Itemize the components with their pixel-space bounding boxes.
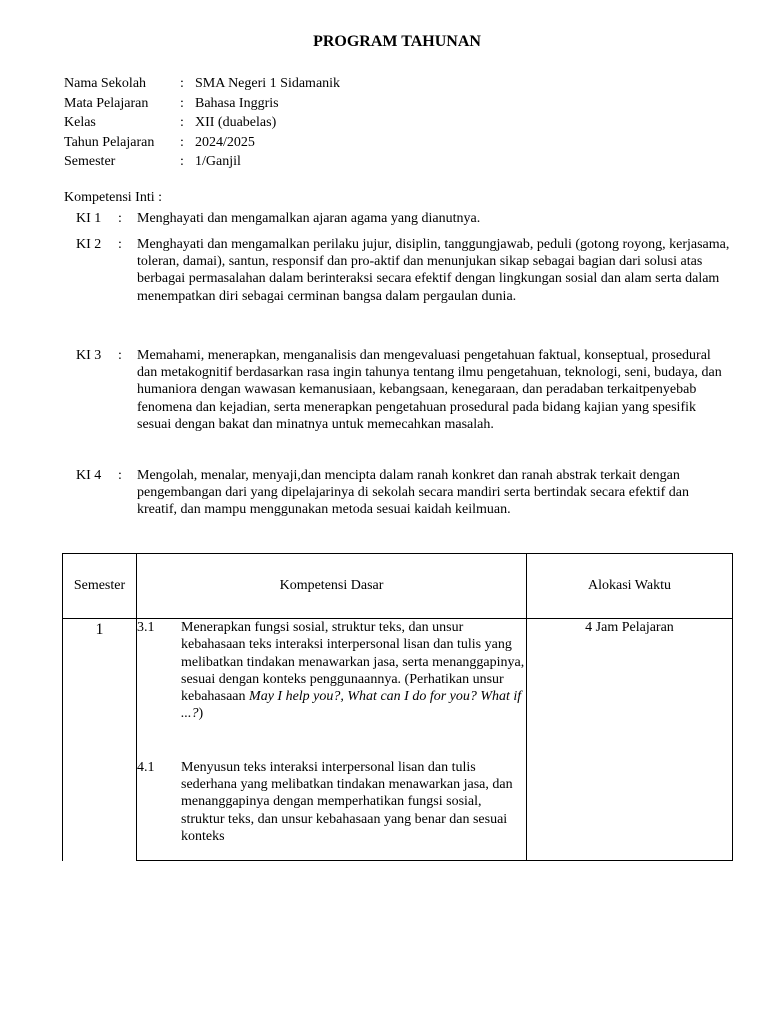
info-row-year [64,133,340,153]
info-label: Kelas [64,115,96,130]
kd-table [62,553,733,861]
info-label: Tahun Pelajaran [64,134,155,150]
ki-code: KI 2 [76,237,102,252]
kd-text-tail: ) [198,706,204,722]
ki-colon: : [118,237,122,252]
ki-colon: : [118,468,122,483]
info-colon: : [180,115,184,130]
info-value: 1/Ganjil [195,154,241,169]
info-value: 2024/2025 [195,134,255,150]
header-kompetensi-dasar: Kompetensi Dasar [137,554,527,619]
ki-code: KI 1 [76,211,102,226]
ki-text: Menghayati dan mengamalkan perilaku jujur, disiplin, tanggungjawab, peduli (gotong royong, kerjasama, toleran, damai), santun, responsif dan pro-aktif dan menunjukan sikap sebagai bagian dari solusi atas berbagai permasalahan dalam berinteraksi secara efektif dengan lingkungan sosial dan alam serta dalam menempatkan diri sebagai cerminan bangsa dalam pergaulan dunia. [137,237,730,304]
ki-text: Mengolah, menalar, menyaji,dan mencipta dalam ranah konkret dan ranah abstrak terkait dengan pengembangan dari yang dipelajarinya di sekolah secara mandiri serta bertindak secara efektif dan kreatif, dan mampu menggunakan metoda sesuai kaidah keilmuan. [137,468,689,518]
info-label: Nama Sekolah [64,76,147,91]
alokasi-cell: 4 Jam Pelajaran [527,619,733,861]
info-value: XII (duabelas) [195,115,277,130]
info-row-semester [64,152,340,172]
kd-number: 3.1 [137,620,155,635]
ki-heading: Kompetensi Inti : [64,190,162,205]
kd-text: Menyusun teks interaksi interpersonal lisan dan tulis sederhana yang melibatkan tindakan menawarkan jasa, dan menanggapinya dengan memperhatikan fungsi sosial, struktur teks, dan unsur kebahasaan yang benar dan sesuai konteks [181,759,513,844]
info-label: Semester [64,154,116,169]
school-info [64,74,340,172]
ki-colon: : [118,211,122,226]
kd-cell [137,619,527,861]
info-row-class [64,113,340,133]
ki-code: KI 4 [76,468,102,483]
info-colon: : [180,154,184,169]
kd-spacer [137,723,526,759]
page-title: PROGRAM TAHUNAN [313,33,481,50]
ki-code: KI 3 [76,348,102,363]
header-semester: Semester [63,554,137,619]
kd-text: Menerapkan fungsi sosial, struktur teks, dan unsur kebahasaan teks interaksi interpersonal lisan dan tulis yang melibatkan tindakan menawarkan jasa, serta menanggapinya, sesuai dengan konteks penggunaannya. (Perhatikan unsur kebahasaan [181,620,525,705]
info-value: SMA Negeri 1 Sidamanik [195,76,341,91]
kd-text-italic: May I help you?, What can I do for you? What if ...? [181,689,522,722]
header-alokasi-waktu: Alokasi Waktu [527,554,733,619]
semester-cell: 1 [63,619,137,861]
info-row-subject [64,94,340,114]
kd-number: 4.1 [137,759,155,775]
ki-text: Menghayati dan mengamalkan ajaran agama yang dianutnya. [137,211,481,226]
info-colon: : [180,76,184,91]
ki-text: Memahami, menerapkan, menganalisis dan mengevaluasi pengetahuan faktual, konseptual, prosedural dan metakognitif berdasarkan rasa ingin tahunya tentang ilmu pengetahuan, teknologi, seni, budaya, dan humaniora dengan wawasan kemanusiaan, kebangsaan, kenegaraan, dan peradaban terkaitpenyebab fenomena dan kejadian, serta menerapkan pengetahuan prosedural pada bidang kajian yang spesifik sesuai dengan bakat dan minatnya untuk memecahkan masalah. [137,348,722,432]
kd-item-4-1 [137,759,526,860]
ki-colon: : [118,348,122,363]
table-header-row [63,554,733,619]
info-colon: : [180,95,184,111]
info-value: Bahasa Inggris [195,95,279,111]
table-row [63,619,733,861]
info-colon: : [180,134,184,150]
info-label: Mata Pelajaran [64,95,149,111]
info-row-school [64,74,340,94]
kd-item-3-1 [137,619,526,723]
